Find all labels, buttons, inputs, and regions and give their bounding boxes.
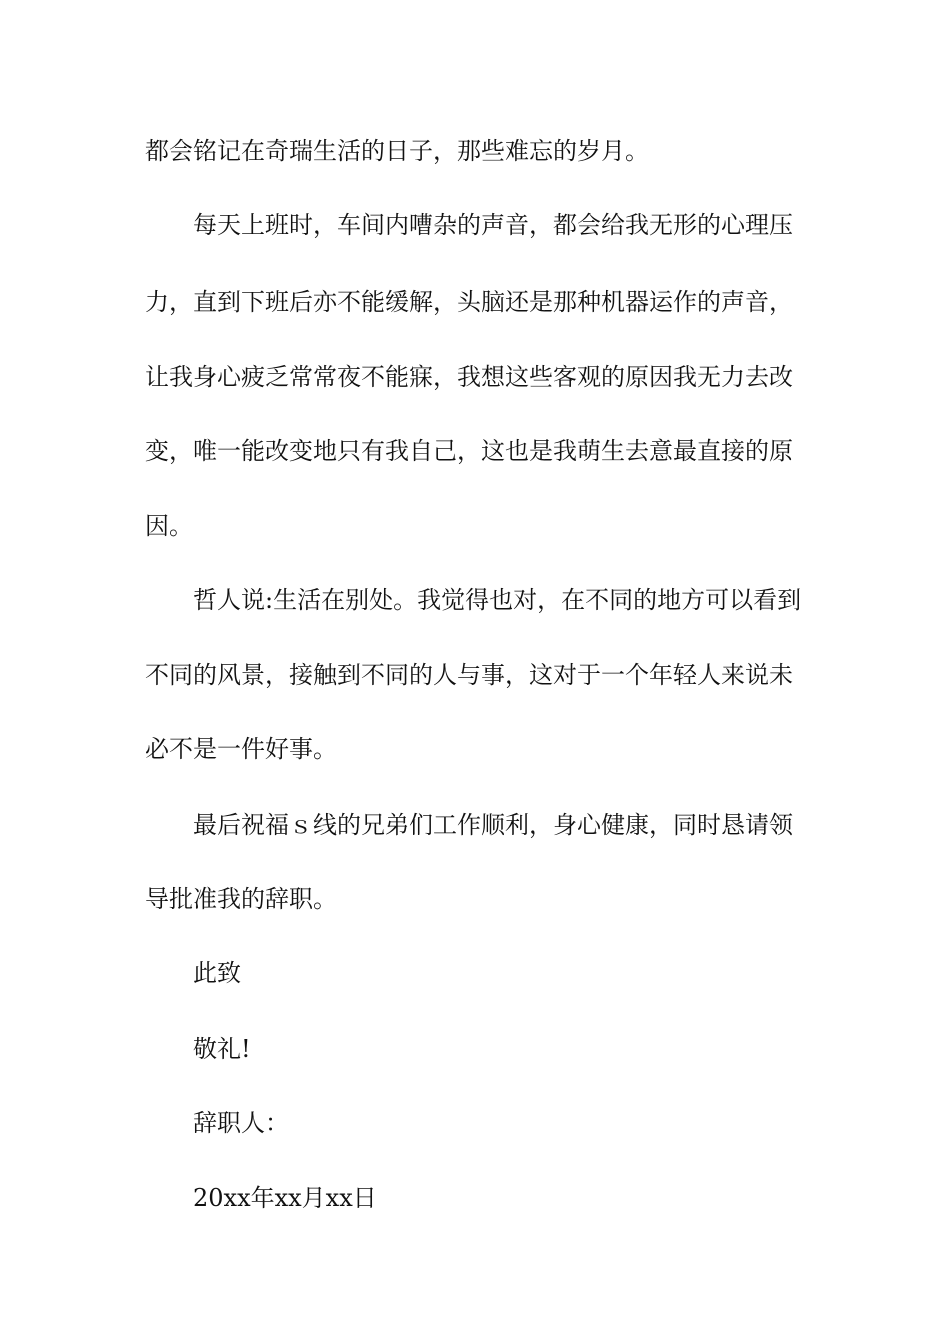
- body-line: 都会铭记在奇瑞生活的日子，那些难忘的岁月。: [145, 137, 649, 165]
- body-line: 变，唯一能改变地只有我自己，这也是我萌生去意最直接的原: [145, 437, 793, 465]
- paragraph-first-line: 每天上班时，车间内嘈杂的声音，都会给我无形的心理压: [193, 211, 793, 239]
- paragraph-first-line: 最后祝福ｓ线的兄弟们工作顺利，身心健康，同时恳请领: [193, 811, 793, 839]
- body-line: 因。: [145, 512, 193, 540]
- signature-label: 辞职人：: [193, 1109, 289, 1137]
- closing-regards: 敬礼!: [193, 1035, 251, 1063]
- body-line: 让我身心疲乏常常夜不能寐，我想这些客观的原因我无力去改: [145, 363, 793, 391]
- body-line: 必不是一件好事。: [145, 735, 337, 763]
- paragraph-first-line: 哲人说:生活在别处。我觉得也对，在不同的地方可以看到: [193, 586, 802, 614]
- closing-salutation: 此致: [193, 959, 241, 987]
- body-line: 导批准我的辞职。: [145, 885, 337, 913]
- body-line: 力，直到下班后亦不能缓解，头脑还是那种机器运作的声音，: [145, 288, 793, 316]
- body-line: 不同的风景，接触到不同的人与事，这对于一个年轻人来说未: [145, 661, 793, 689]
- date-line: 20xx年xx月xx日: [193, 1184, 377, 1212]
